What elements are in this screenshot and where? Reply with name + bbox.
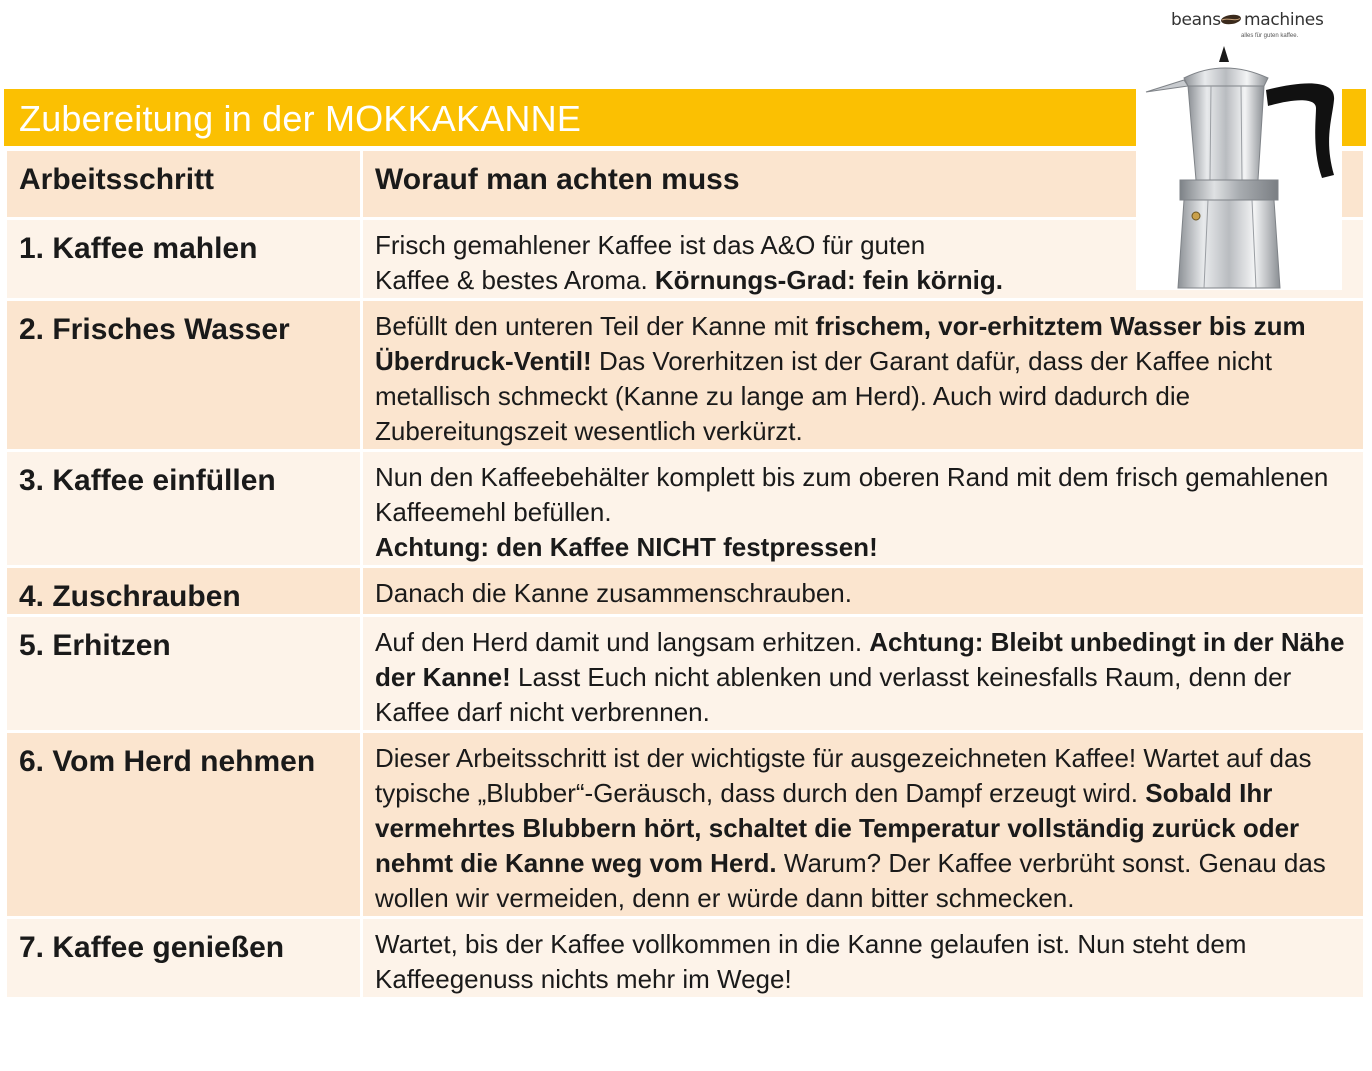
page-title: Zubereitung in der MOKKAKANNE bbox=[19, 98, 582, 139]
description-text: Warum? Der Kaffee verbrüht sonst. Genau das wollen wir vermeiden, denn er würde dann bitter schmecken. bbox=[375, 848, 1326, 913]
step-description bbox=[362, 300, 1365, 451]
description-text: Auf den Herd damit und langsam erhitzen. bbox=[375, 627, 870, 657]
step-description bbox=[362, 732, 1365, 918]
logo-word-machines: machines bbox=[1244, 10, 1324, 30]
description-text: Befüllt den unteren Teil der Kanne mit bbox=[375, 311, 816, 341]
step-name: 7. Kaffee genießen bbox=[6, 918, 362, 999]
emphasis-text: Achtung: den Kaffee NICHT festpressen! bbox=[375, 532, 878, 562]
step-description bbox=[362, 451, 1365, 567]
emphasis-text: Körnungs-Grad: fein körnig. bbox=[654, 265, 1004, 295]
table-row bbox=[6, 918, 1365, 999]
step-description bbox=[362, 918, 1365, 999]
step-description bbox=[362, 567, 1365, 616]
description-text: Danach die Kanne zusammenschrauben. bbox=[375, 578, 852, 608]
description-text: Das Vorerhitzen ist der Garant dafür, dass der Kaffee nicht metallisch schmeckt (Kanne zu lange am Herd). Auch wird dadurch die Zubereitungszeit wesentlich verkürzt. bbox=[375, 346, 1272, 446]
step-name: 4. Zuschrauben bbox=[6, 567, 362, 616]
description-text: Kaffee & bestes Aroma. bbox=[375, 265, 655, 295]
step-name: 5. Erhitzen bbox=[6, 616, 362, 732]
description-text: Wartet, bis der Kaffee vollkommen in die Kanne gelaufen ist. Nun steht dem Kaffeegenuss nichts mehr im Wege! bbox=[375, 929, 1247, 994]
step-name: 6. Vom Herd nehmen bbox=[6, 732, 362, 918]
emphasis-text: frischem, vor-erhitztem Wasser bis zum Überdruck-Ventil! bbox=[375, 311, 1306, 376]
logo-word-beans: beans bbox=[1171, 10, 1221, 30]
table-row bbox=[6, 616, 1365, 732]
step-name: 2. Frisches Wasser bbox=[6, 300, 362, 451]
logo-tagline: alles für guten kaffee. bbox=[1241, 33, 1299, 39]
table-row bbox=[6, 732, 1365, 918]
column-header-notes: Worauf man achten muss bbox=[362, 150, 1365, 219]
moka-pot-illustration bbox=[1136, 40, 1342, 290]
description-text: Dieser Arbeitsschritt ist der wichtigste für ausgezeichneten Kaffee! Wartet auf das typische „Blubber“-Geräusch, dass durch den Dampf erzeugt wird. bbox=[375, 743, 1312, 808]
step-name: 1. Kaffee mahlen bbox=[6, 219, 362, 300]
table-row bbox=[6, 300, 1365, 451]
table-row bbox=[6, 451, 1365, 567]
step-description bbox=[362, 616, 1365, 732]
description-text: Frisch gemahlener Kaffee ist das A&O für guten bbox=[375, 230, 926, 260]
column-header-step: Arbeitsschritt bbox=[6, 150, 362, 219]
description-text: Nun den Kaffeebehälter komplett bis zum oberen Rand mit dem frisch gemahlenen Kaffeemehl befüllen. bbox=[375, 462, 1329, 527]
table-row bbox=[6, 567, 1365, 616]
step-name: 3. Kaffee einfüllen bbox=[6, 451, 362, 567]
emphasis-text: Achtung: Bleibt unbedingt in der Nähe der Kanne! bbox=[375, 627, 1345, 692]
emphasis-text: Sobald Ihr vermehrtes Blubbern hört, schaltet die Temperatur vollständig zurück oder nehmt die Kanne weg vom Herd. bbox=[375, 778, 1300, 878]
coffee-bean-icon bbox=[1220, 14, 1242, 25]
description-text: Lasst Euch nicht ablenken und verlasst keinesfalls Raum, denn der Kaffee darf nicht verbrennen. bbox=[375, 662, 1292, 727]
